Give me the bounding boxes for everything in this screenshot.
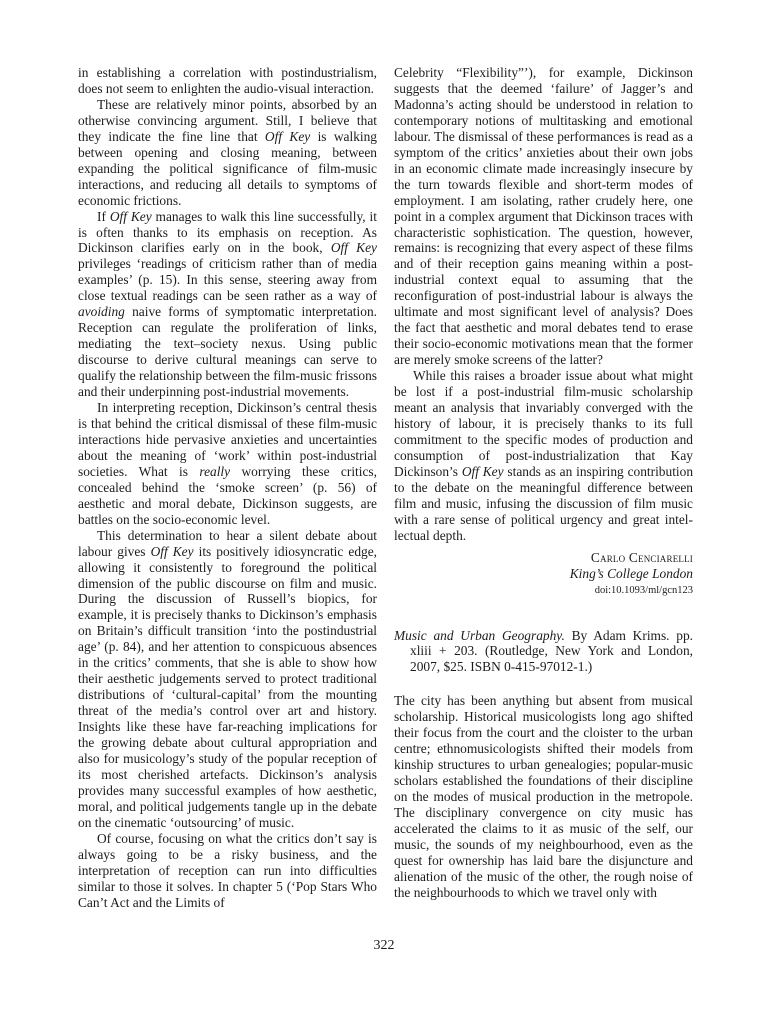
paragraph: The city has been anything but absent from musical scholarship. Historical musicologists long ago shifted their focus from the court and the cloister to the urban centre; ethnomusicologists shifted their models from kinship structures to urban genealogies; popular-music scholars established the foundations of their discipline on the modes of musical production in the metropole. The disciplinary convergence on city music has accelerated the claims to it as music of the self, our music, the sounds of my neighbourhood, even as the quest for ownership has laid bare the disjuncture and alienation of the music of the other, the rough noise of the neighbourhoods to which we travel only with [394,693,693,900]
book-title: Off Key [330,240,377,256]
reviewer-institution: King’s College London [569,565,693,581]
review-book-title: Music and Urban Geography. [394,627,565,643]
book-title: Off Key [150,543,194,559]
doi: doi:10.1093/ml/gcn123 [594,584,693,596]
paragraph: While this raises a broader issue about what might be lost if a post-industrial film-music scholarship meant an analysis that invariably converged with the history of labour, it is precisely thanks to its full commitment to the specific modes of production and consumption of post-industrialization that Kay Dickinson’s Off Key stands as an inspiring contribution to the debate on the meaningful difference between film and music, infusing the discussion of film music with a rare sense of political urgency and great intellectual depth. [394,368,694,543]
paragraph: Of course, focusing on what the critics don’t say is always going to be a risky business, and the interpretation of reception can run into difficulties similar to those it solves. In chapter 5 (‘Pop Stars Who Can’t Act and the Limits of [78,830,377,910]
paragraph: If Off Key manages to walk this line successfully, it is often thanks to its emphasis on reception. As Dickinson clarifies early on in the book, Off Key privileges ‘readings of criticism rather than of media examples’ (p. 15). In this sense, steering away from close textual readings can be seen rather as a way of avoiding naive forms of symptomatic interpretation. Reception can regulate the proliferation of links, mediating the text–society nexus. Using public discourse to derive cultural meanings can serve to qualify the relationship between the film-music frissons and their underpinning post-industrial movements. [78,208,377,400]
paragraph: These are relatively minor points, absorbed by an otherwise convincing argument. Still, I believe that they indicate the fine line that Off Key is walking between opening and closing meaning, between expanding the political significance of film-music interactions, and reducing all details to symptoms of economic frictions. [78,96,378,208]
reviewer-name: Carlo Cenciarelli [590,549,693,565]
page-number: 322 [373,938,395,953]
left-column [78,65,377,911]
emphasis: avoiding [78,304,125,320]
emphasis: really [199,463,231,479]
paragraph: In interpreting reception, Dickinson’s central thesis is that behind the critical dismissal of these film-music interactions hide pervasive anxieties and uncertainties about the meaning of ‘work’ within post-industrial societies. What is really worrying these critics, concealed behind the ‘smoke screen’ (p. 56) of aesthetic and moral debate, Dickinson suggests, are battles on the socio-economic level. [78,400,377,527]
reviewer-signature [394,550,693,600]
paragraph: This determination to hear a silent debate about labour gives Off Key its positively idiosyncratic edge, allowing it consistently to foreground the political dimension of the public discourse on film and music. During the discussion of Russell’s biopics, for example, it is precisely thanks to Dickinson’s emphasis on Britain’s difficult transition ‘into the postindustrial age’ (p. 84), and her attention to conspicuous absences in the critics’ comments, that she is able to show how their aesthetic judgements served to protect traditional distributions of ‘cultural-capital’ from the mounting threat of the media’s control over art and history. Insights like these have far-reaching implications for the growing debate about cultural appropriation and also for musicology’s study of the popular reception of its most cherished artefacts. Dickinson’s analysis provides many successful examples of how aesthetic, moral, and political judgements tangle up in the debate on the cinematic ‘outsourcing’ of music. [78,527,378,830]
paragraph: Celebrity “Flexibility”’), for example, Dickinson suggests that the deemed ‘failure’ of Jagger’s and Madonna’s acting should be understood in relation to contemporary notions of multitasking and emotional labour. The dismissal of these performances is read as a symptom of the critics’ anxieties about their own jobs in an economic climate made increasingly insecure by the turn towards flexible and short-term modes of employment. I am isolating, rather crudely here, one point in a complex argument that Dickinson traces with characteristic sophistication. The question, however, remains: is recognizing that every aspect of these films and of their reception gains meaning within a post-industrial context equal to assuming that the reconfiguration of post-industrial labour is always the ultimate and most significant level of analysis? Does the fact that aesthetic and moral debates tend to erase their socio-economic motivations mean that the former are merely smoke screens of the latter? [394,65,693,368]
book-title: Off Key [109,208,152,224]
paragraph: in establishing a correlation with postindustrialism, does not seem to enlighten the audio-visual interaction. [78,65,377,96]
right-column [394,65,693,901]
spacer [394,675,693,693]
review-book-details: By Adam Krims. pp. xliii + 203. (Routledge, New York and London, 2007, $25. ISBN 0-415-97012-1.) [410,627,693,675]
book-title: Off Key [264,128,311,144]
book-title: Off Key [461,463,504,479]
review-header [394,628,693,676]
